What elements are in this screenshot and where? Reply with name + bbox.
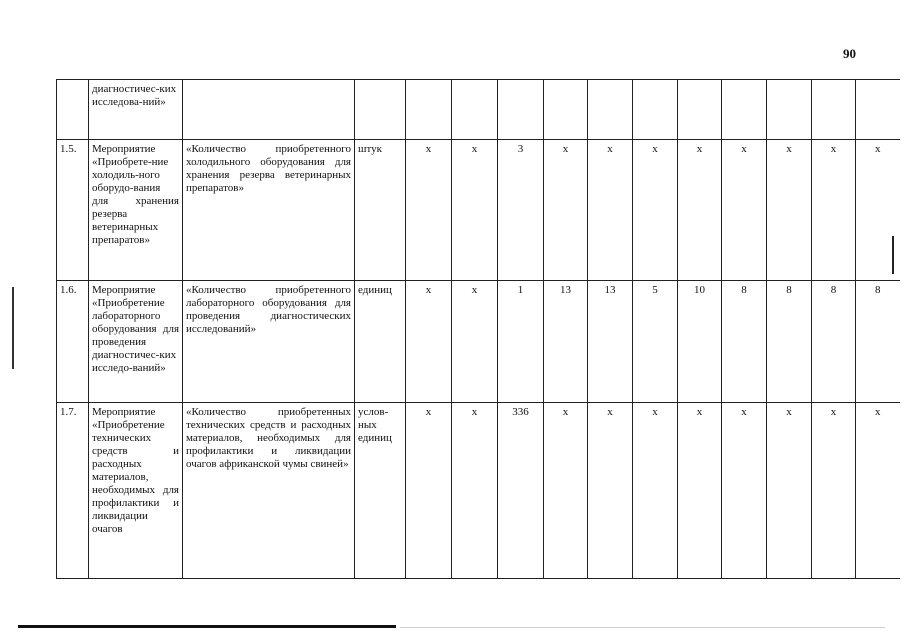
value-cell: x: [678, 140, 722, 281]
value-cell: x: [588, 140, 633, 281]
value-cell: x: [633, 403, 678, 579]
value-cell: x: [767, 140, 812, 281]
value-cell: 8: [767, 281, 812, 403]
table-row: [57, 140, 900, 281]
value-cell: x: [633, 140, 678, 281]
value-cell: [544, 80, 588, 140]
value-cell: [452, 80, 498, 140]
footnote-rule-faint: [400, 627, 885, 628]
page-number: 90: [843, 46, 856, 61]
value-cell: x: [678, 403, 722, 579]
value-cell: x: [406, 281, 452, 403]
unit-cell: штук: [355, 140, 406, 281]
row-number-cell: [57, 80, 89, 140]
value-cell: 1: [498, 281, 544, 403]
value-cell: x: [452, 140, 498, 281]
value-cell: [767, 80, 812, 140]
table-row: [57, 403, 900, 579]
value-cell: [856, 80, 900, 140]
scan-artifact-left: [12, 287, 14, 369]
unit-cell: единиц: [355, 281, 406, 403]
value-cell: 8: [812, 281, 856, 403]
unit-cell: услов-ных единиц: [355, 403, 406, 579]
value-cell: 3: [498, 140, 544, 281]
activity-name-cell: Мероприятие «Приобретение технических средств и расходных материалов, необходимых для профилактики и ликвидации очагов: [89, 403, 183, 579]
value-cell: x: [812, 403, 856, 579]
value-cell: 336: [498, 403, 544, 579]
value-cell: 5: [633, 281, 678, 403]
indicator-cell: [183, 80, 355, 140]
value-cell: [588, 80, 633, 140]
scan-artifact-right: [892, 236, 894, 274]
value-cell: x: [452, 403, 498, 579]
value-cell: x: [406, 140, 452, 281]
table-row: [57, 80, 900, 140]
value-cell: [498, 80, 544, 140]
indicator-cell: «Количество приобретенных технических средств и расходных материалов, необходимых для профилактики и ликвидации очагов африканской чумы свиней»: [183, 403, 355, 579]
table-row: [57, 281, 900, 403]
row-number-cell: 1.7.: [57, 403, 89, 579]
value-cell: 10: [678, 281, 722, 403]
unit-cell: [355, 80, 406, 140]
value-cell: x: [722, 403, 767, 579]
value-cell: x: [767, 403, 812, 579]
activity-name-cell: диагностичес-ких исследова-ний»: [89, 80, 183, 140]
value-cell: x: [856, 403, 900, 579]
value-cell: x: [452, 281, 498, 403]
indicator-cell: «Количество приобретенного холодильного оборудования для хранения резерва ветеринарных препаратов»: [183, 140, 355, 281]
value-cell: [678, 80, 722, 140]
row-number-cell: 1.5.: [57, 140, 89, 281]
activity-name-cell: Мероприятие «Приобретение лабораторного оборудования для проведения диагностичес-ких исследо-ваний»: [89, 281, 183, 403]
indicator-cell: «Количество приобретенного лабораторного оборудования для проведения диагностических исследований»: [183, 281, 355, 403]
value-cell: x: [812, 140, 856, 281]
footnote-rule: [18, 625, 396, 628]
value-cell: [722, 80, 767, 140]
value-cell: x: [544, 403, 588, 579]
value-cell: [812, 80, 856, 140]
value-cell: [633, 80, 678, 140]
value-cell: 13: [544, 281, 588, 403]
value-cell: [406, 80, 452, 140]
value-cell: 13: [588, 281, 633, 403]
value-cell: x: [856, 140, 900, 281]
value-cell: 8: [722, 281, 767, 403]
value-cell: x: [544, 140, 588, 281]
value-cell: x: [588, 403, 633, 579]
row-number-cell: 1.6.: [57, 281, 89, 403]
value-cell: 8: [856, 281, 900, 403]
program-indicators-table: [56, 79, 900, 579]
value-cell: x: [406, 403, 452, 579]
value-cell: x: [722, 140, 767, 281]
activity-name-cell: Мероприятие «Приобрете-ние холодиль-ного оборудо-вания для хранения резерва ветеринарных препаратов»: [89, 140, 183, 281]
